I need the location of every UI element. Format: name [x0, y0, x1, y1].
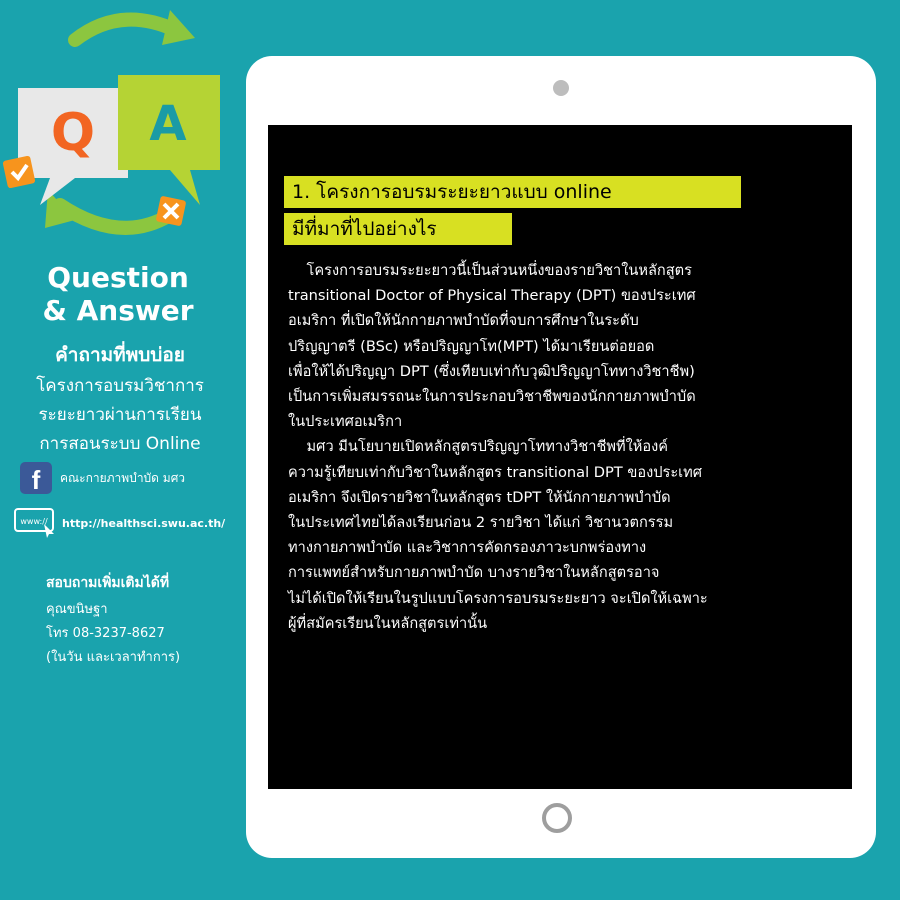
answer-line: ในประเทศไทยได้ลงเรียนก่อน 2 รายวิชา ได้แก่ วิชานวตกรรม — [288, 514, 674, 532]
website-label: http://healthsci.swu.ac.th/ — [62, 516, 226, 530]
svg-text:Q: Q — [50, 103, 96, 163]
answer-line: การแพทย์สำหรับกายภาพบำบัด บางรายวิชาในหลักสูตรอาจ — [288, 564, 660, 582]
answer-line: ในประเทศอเมริกา — [288, 413, 403, 431]
cross-icon — [156, 196, 187, 227]
answer-body — [288, 258, 848, 636]
answer-line: ผู้ที่สมัครเรียนในหลักสูตรเท่านั้น — [288, 614, 488, 632]
facebook-icon: f — [20, 462, 52, 494]
answer-line: เป็นการเพิ่มสมรรถนะในการประกอบวิชาชีพของนักกายภาพบำบัด — [288, 388, 696, 406]
tablet-screen — [268, 125, 852, 789]
web-browser-icon — [14, 508, 56, 538]
answer-line: transitional Doctor of Physical Therapy (DPT) ของประเทศ — [288, 287, 696, 305]
question-heading-line1: 1. โครงการอบรมระยะยาวแบบ online — [284, 176, 741, 208]
a-bubble — [118, 75, 220, 205]
camera-icon — [553, 80, 569, 96]
question-heading-line2: มีที่มาที่ไปอย่างไร — [284, 213, 512, 245]
contact-heading: สอบถามเพิ่มเติมได้ที่ — [46, 575, 170, 591]
facebook-link[interactable] — [20, 462, 185, 494]
contact-hours: (ในวัน และเวลาทำการ) — [46, 650, 181, 665]
title-question: Question — [47, 261, 189, 294]
answer-line: ทางกายภาพบำบัด และวิชาการคัดกรองภาวะบกพร่องทาง — [288, 539, 647, 557]
answer-line: มศว มีนโยบายเปิดหลักสูตรปริญญาโททางวิชาชีพที่ให้องค์ — [288, 438, 669, 456]
q-bubble — [18, 88, 128, 205]
qa-logo — [0, 0, 240, 250]
faq-line: โครงการอบรมวิชาการ — [36, 376, 204, 396]
answer-line: ปริญญาตรี (BSc) หรือปริญญาโท(MPT) ได้มาเรียนต่อยอด — [288, 337, 655, 355]
answer-line: ความรู้เทียบเท่ากับวิชาในหลักสูตร transitional DPT ของประเทศ — [288, 463, 703, 481]
faq-line: การสอนระบบ Online — [39, 434, 201, 454]
svg-text:www://: www:// — [20, 517, 48, 526]
answer-line: ไม่ได้เปิดให้เรียนในรูปแบบโครงการอบรมระยะยาว จะเปิดให้เฉพาะ — [288, 589, 708, 607]
faq-line: ระยะยาวผ่านการเรียน — [38, 405, 202, 425]
tablet-frame — [246, 56, 876, 858]
title-answer: & Answer — [42, 294, 194, 327]
contact-phone: โทร 08-3237-8627 — [46, 626, 165, 641]
answer-line: เพื่อให้ได้ปริญญา DPT (ซึ่งเทียบเท่ากับวุฒิปริญญาโททางวิชาชีพ) — [288, 362, 695, 380]
contact-name: คุณขนิษฐา — [46, 602, 108, 617]
answer-line: อเมริกา จึงเปิดรายวิชาในหลักสูตร tDPT ให้นักกายภาพบำบัด — [288, 488, 671, 506]
answer-line: อเมริกา ที่เปิดให้นักกายภาพบำบัดที่จบการศึกษาในระดับ — [288, 312, 639, 330]
home-button[interactable] — [542, 803, 572, 833]
website-link[interactable] — [14, 508, 225, 538]
check-icon — [2, 155, 35, 188]
svg-text:A: A — [149, 96, 187, 152]
faq-heading: คำถามที่พบบ่อย — [55, 344, 185, 366]
answer-line: โครงการอบรมระยะยาวนี้เป็นส่วนหนึ่งของรายวิชาในหลักสูตร — [288, 262, 692, 279]
facebook-label: คณะกายภาพบำบัด มศว — [60, 470, 186, 485]
refresh-arrow-icon — [75, 20, 175, 40]
